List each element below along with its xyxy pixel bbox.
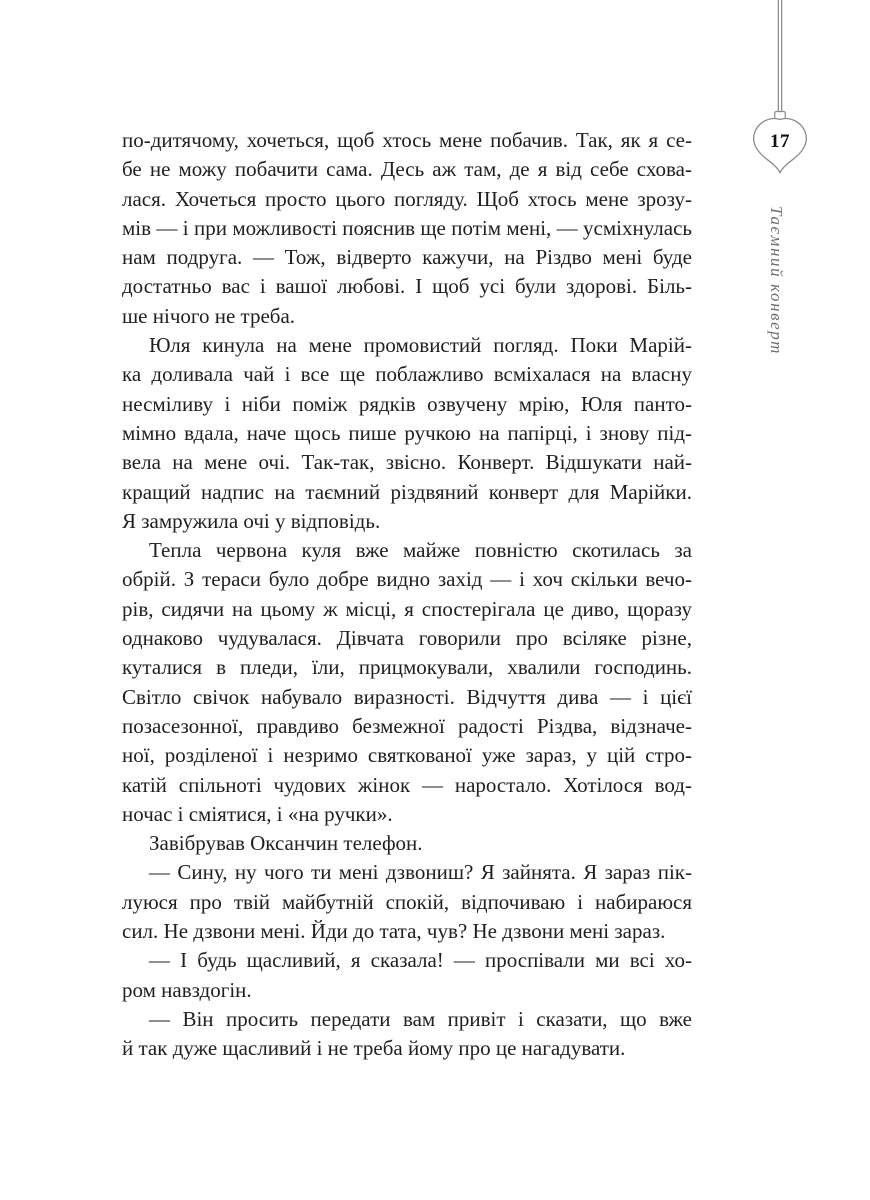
paragraph xyxy=(122,858,692,946)
text-line: Тепла червона куля вже майже повністю скотилась за xyxy=(149,538,692,563)
christmas-ornament-icon xyxy=(750,0,810,180)
text-line: Завібрував Оксанчин телефон. xyxy=(149,831,423,856)
text-line: мів — і при можливості пояснив ще потім мені, — усміхнулась xyxy=(122,215,692,240)
text-line: — Сину, ну чого ти мені дзвониш? Я зайнята. Я зараз пік- xyxy=(149,860,692,885)
paragraph xyxy=(122,331,692,536)
text-line: ка доливала чай і все ще поблажливо всміхалася на власну xyxy=(122,362,692,387)
text-line: бе не можу побачити сама. Десь аж там, де я від себе схова- xyxy=(122,157,692,182)
text-line: ночас і сміятися, і «на ручки». xyxy=(122,801,393,826)
text-line: мімно вдала, наче щось пише ручкою на папірці, і знову під- xyxy=(122,420,692,445)
text-line: ше нічого не треба. xyxy=(122,303,296,328)
paragraph xyxy=(122,126,692,331)
text-line: рів, сидячи на цьому ж місці, я спостерігала це диво, щоразу xyxy=(122,596,692,621)
text-line: Я замружила очі у відповідь. xyxy=(122,508,381,533)
paragraph xyxy=(122,1005,692,1064)
text-line: Світло свічок набувало виразності. Відчуття дива — і цієї xyxy=(122,684,692,709)
text-line: кращий надпис на таємний різдвяний конверт для Марійки. xyxy=(122,479,692,504)
running-title: Таємний конверт xyxy=(767,206,786,356)
text-line: Юля кинула на мене промовистий погляд. Поки Марій- xyxy=(149,333,692,358)
text-line: ної, розділеної і незримо святкованої уже зараз, у цій стро- xyxy=(122,743,692,768)
paragraph xyxy=(122,946,692,1005)
text-line: нам подруга. — Тож, відверто кажучи, на Різдво мені буде xyxy=(122,245,692,270)
text-line: сил. Не дзвони мені. Йди до тата, чув? Не дзвони мені зараз. xyxy=(122,919,666,944)
page-number: 17 xyxy=(770,131,790,152)
paragraph xyxy=(122,536,692,829)
paragraph xyxy=(122,829,692,858)
text-line: вела на мене очі. Так-так, звісно. Конверт. Відшукати най- xyxy=(122,450,692,475)
text-line: однаково чудувалася. Дівчата говорили про всіляке різне, xyxy=(122,626,692,651)
text-line: обрій. З тераси було добре видно захід — і хоч скільки вечо- xyxy=(122,567,692,592)
text-line: ром навздогін. xyxy=(122,977,252,1002)
text-line: позасезонної, правдиво безмежної радості Різдва, відзначе- xyxy=(122,713,692,738)
text-line: достатньо вас і вашої любові. І щоб усі були здорові. Біль- xyxy=(122,274,692,299)
text-line: — Він просить передати вам привіт і сказати, що вже xyxy=(149,1006,692,1031)
text-line: катій спільноті чудових жінок — наростало. Хотілося вод- xyxy=(122,772,692,797)
text-line: — І будь щасливий, я сказала! — проспівали ми всі хо- xyxy=(149,948,692,973)
ornament-decoration xyxy=(750,0,810,180)
text-line: луюся про твій майбутній спокій, відпочиваю і набираюся xyxy=(122,889,692,914)
text-line: куталися в пледи, їли, прицмокували, хвалили господинь. xyxy=(122,655,692,680)
text-line: по-дитячому, хочеться, щоб хтось мене побачив. Так, як я се- xyxy=(122,128,692,152)
text-line: лася. Хочеться просто цього погляду. Щоб хтось мене зрозу- xyxy=(122,186,692,211)
text-line: несміливу і ніби поміж рядків озвучену мрію, Юля панто- xyxy=(122,391,692,416)
text-line: й так дуже щасливий і не треба йому про це нагадувати. xyxy=(122,1036,626,1061)
text-block xyxy=(122,126,692,1064)
